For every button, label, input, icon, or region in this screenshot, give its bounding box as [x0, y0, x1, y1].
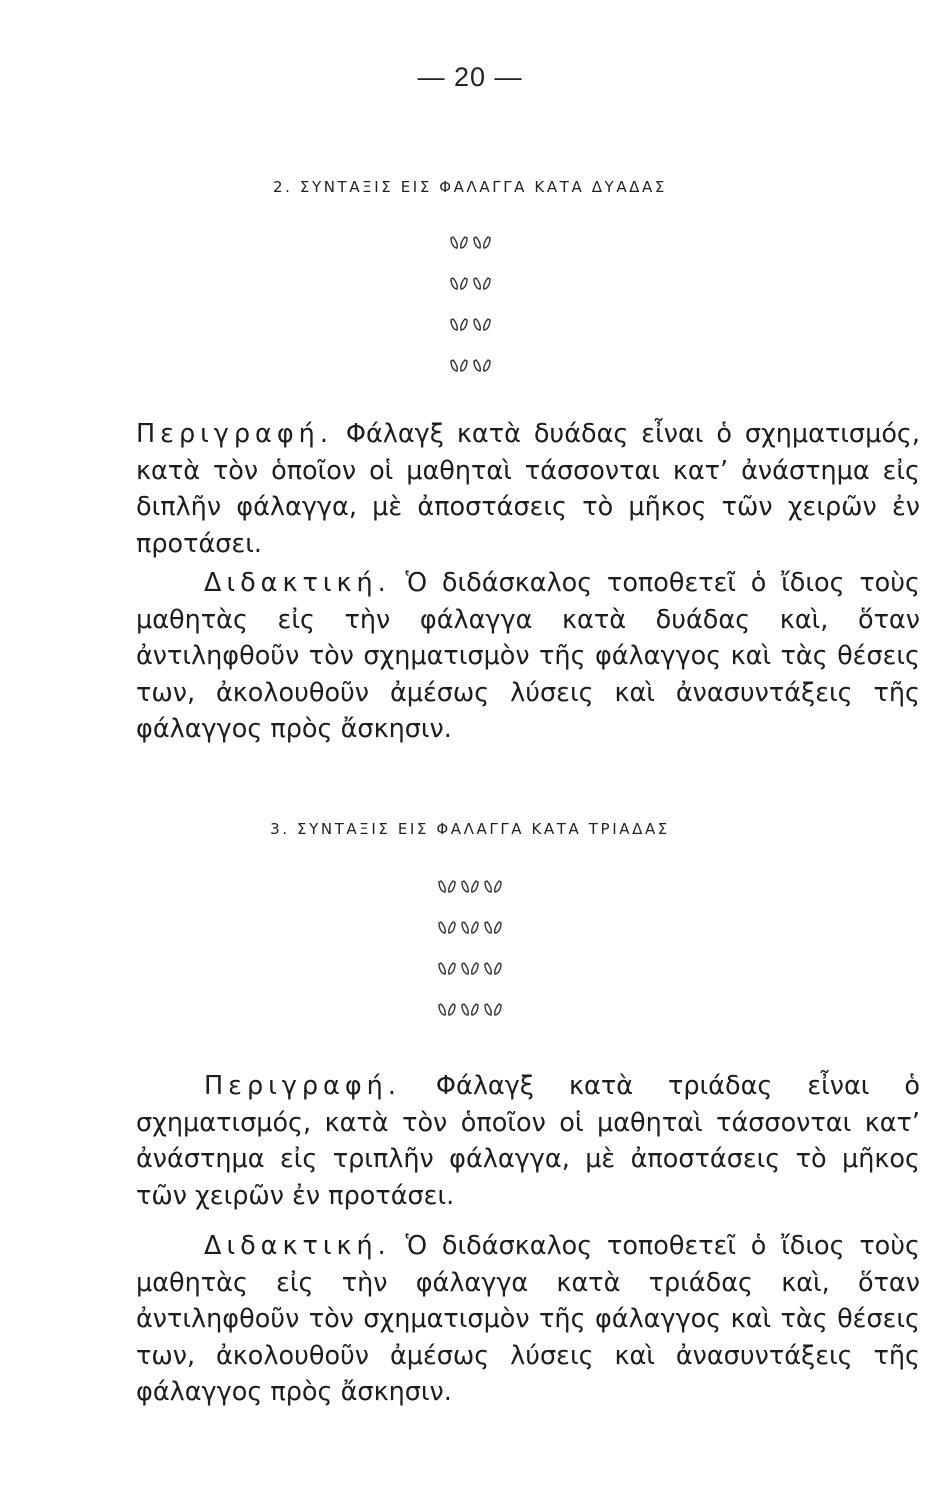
footprints-icon: [437, 880, 457, 894]
didactic-text: Ὁ διδάσκαλος τοποθετεῖ ὁ ἴδιος τοὺς μαθητὰς εἰς τὴν φάλαγγα κατὰ τριάδας καὶ, ὅταν ἀντιληφθοῦν τὸν σχηματισμὸν τῆς φάλαγγος καὶ τὰς θέσεις των, ἀκολουθοῦν ἀμέσως λύσεις καὶ ἀνασυντάξεις τῆς φάλαγγος πρὸς ἄσκησιν.: [136, 1231, 920, 1408]
footprints-icon: [472, 359, 492, 373]
footprints-icon: [449, 277, 469, 291]
footprints-icon: [483, 1003, 503, 1017]
formation-row: [0, 304, 940, 345]
footprints-icon: [483, 921, 503, 935]
formation-diagram-triadas: [0, 866, 940, 1030]
didactic-paragraph-triadas: [136, 1228, 920, 1411]
footprints-icon: [460, 1003, 480, 1017]
footprints-icon: [460, 962, 480, 976]
formation-row: [0, 345, 940, 386]
formation-diagram-dyadas: [0, 222, 940, 386]
didactic-text: Ὁ διδάσκαλος τοποθετεῖ ὁ ἴδιος τοὺς μαθητὰς εἰς τὴν φάλαγγα κατὰ δυάδας καὶ, ὅταν ἀντιληφθοῦν τὸν σχηματισμὸν τῆς φάλαγγος καὶ τὰς θέσεις των, ἀκολουθοῦν ἀμέσως λύσεις καὶ ἀνασυντάξεις τῆς φάλαγγος πρὸς ἄσκησιν.: [136, 568, 920, 745]
formation-row: [0, 222, 940, 263]
footprints-icon: [472, 318, 492, 332]
footprints-icon: [460, 880, 480, 894]
footprints-icon: [449, 236, 469, 250]
formation-row: [0, 948, 940, 989]
footprints-icon: [437, 962, 457, 976]
description-text: Φάλαγξ κατὰ δυάδας εἶναι ὁ σχηματισμός, κατὰ τὸν ὁποῖον οἱ μαθηταὶ τάσσονται κατ’ ἀνάστημα εἰς διπλῆν φάλαγγα, μὲ ἀποστάσεις τὸ μῆκος τῶν χειρῶν ἐν προτάσει.: [136, 419, 920, 559]
description-paragraph-triadas: [136, 1068, 920, 1214]
footprints-icon: [437, 921, 457, 935]
section-heading-triadas: 3. ΣΥΝΤΑΞΙΣ ΕΙΣ ΦΑΛΑΓΓΑ ΚΑΤΑ ΤΡΙΑΔΑΣ: [270, 820, 670, 838]
description-label: Περιγραφή.: [204, 1071, 401, 1101]
footprints-icon: [449, 359, 469, 373]
formation-row: [0, 989, 940, 1030]
description-text: Φάλαγξ κατὰ τριάδας εἶναι ὁ σχηματισμός, κατὰ τὸν ὁποῖον οἱ μαθηταὶ τάσσονται κατ’ ἀνάστημα εἰς τριπλῆν φάλαγγα, μὲ ἀποστάσεις τὸ μῆκος τῶν χειρῶν ἐν προτάσει.: [136, 1071, 920, 1211]
footprints-icon: [472, 277, 492, 291]
footprints-icon: [472, 236, 492, 250]
didactic-paragraph-dyadas: [136, 565, 920, 748]
footprints-icon: [483, 962, 503, 976]
didactic-label: Διδακτική.: [204, 568, 391, 598]
page-number: — 20 —: [417, 62, 523, 92]
footprints-icon: [449, 318, 469, 332]
formation-row: [0, 263, 940, 304]
footprints-icon: [483, 880, 503, 894]
didactic-label: Διδακτική.: [204, 1231, 391, 1261]
footprints-icon: [460, 921, 480, 935]
description-paragraph-dyadas: [136, 416, 920, 562]
formation-row: [0, 866, 940, 907]
description-label: Περιγραφή.: [136, 419, 333, 449]
footprints-icon: [437, 1003, 457, 1017]
section-heading-dyadas: 2. ΣΥΝΤΑΞΙΣ ΕΙΣ ΦΑΛΑΓΓΑ ΚΑΤΑ ΔΥΑΔΑΣ: [273, 178, 667, 196]
formation-row: [0, 907, 940, 948]
